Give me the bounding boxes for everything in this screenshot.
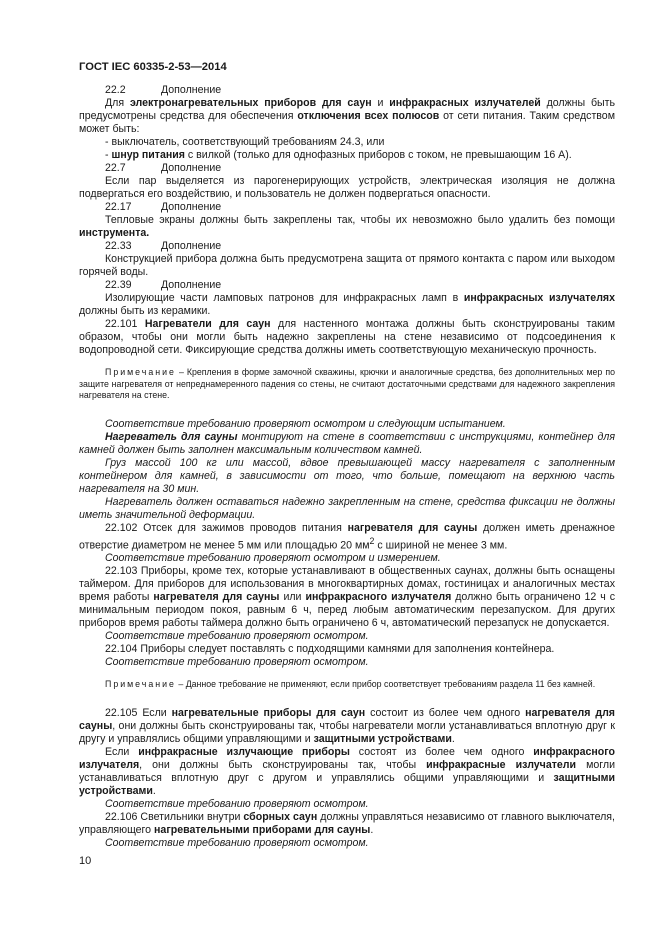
paragraph: Если инфракрасные излучающие приборы состоят из более чем одного инфракрасного излучателя, они должны быть сконструированы так, чтобы инфракрасные излучатели могли устанавливаться вплотную друг с другом и управлялись общими управляющими и защитными устройствами. (79, 745, 615, 797)
section-heading: 22.17 Дополнение (105, 201, 222, 213)
paragraph: Если пар выделяется из парогенерирующих устройств, электрическая изоляция не должна подвергаться его воздействию, и пользователь не должен подвергаться опасности. (79, 175, 615, 200)
section-heading: 22.2 Дополнение (105, 84, 222, 96)
paragraph: Соответствие требованию проверяют осмотром и следующим испытанием. (105, 417, 506, 430)
paragraph: Груз массой 100 кг или массой, вдвое превышающей массу нагревателя с заполненным контейнером для камней, в зависимости от того, что больше, помещают на верхнюю часть нагревателя на 30 мин. (79, 456, 615, 495)
paragraph: Нагреватель для сауны монтируют на стене в соответствии с инструкциями, контейнер для камней должен быть заполнен максимальным количеством камней. (79, 430, 616, 456)
paragraph: Соответствие требованию проверяют осмотром. (105, 656, 369, 669)
note: Примечание – Данное требование не применяют, если прибор соответствует требованиям раздела 11 без камней. (105, 679, 596, 690)
paragraph: Изолирующие части ламповых патронов для инфракрасных ламп в инфракрасных излучателях должны быть из керамики. (79, 292, 615, 317)
paragraph: Для электронагревательных приборов для саун и инфракрасных излучателей должны быть предусмотрены средства для обеспечения отключения всех полюсов от сети питания. Таким средством может быть: (79, 97, 616, 135)
paragraph: Соответствие требованию проверяют осмотром. (105, 836, 369, 849)
paragraph: Конструкцией прибора должна быть предусмотрена защита от прямого контакта с паром или выходом горячей воды. (79, 253, 615, 278)
section-heading: 22.33 Дополнение (105, 240, 222, 252)
paragraph: Нагреватель должен оставаться надежно закрепленным на стене, средства фиксации не должны иметь значительной деформации. (79, 495, 615, 521)
section-heading: 22.7 Дополнение (105, 162, 222, 174)
document-header: ГОСТ IEC 60335-2-53—2014 (79, 61, 227, 73)
paragraph: Соответствие требованию проверяют осмотром. (105, 797, 369, 810)
page-number: 10 (79, 855, 92, 867)
paragraph: 22.101 Нагреватели для саун для настенного монтажа должны быть сконструированы таким образом, чтобы они могли быть надежно закреплены на стене независимо от подсоединения к водопроводной сети. Фиксирующие средства должны иметь соответствующую механическую прочность. (79, 318, 615, 356)
paragraph: Соответствие требованию проверяют осмотром. (105, 630, 369, 643)
note: Примечание – Крепления в форме замочной скважины, крючки и аналогичные средства, без дополнительных мер по защите нагревателя от непреднамеренного падения со стены, не считают достаточными средствами для надежного закрепления нагревателя на стене. (79, 367, 615, 401)
section-heading: 22.39 Дополнение (105, 279, 222, 291)
paragraph: - шнур питания с вилкой (только для однофазных приборов с током, не превышающим 16 А). (105, 149, 572, 161)
paragraph: 22.103 Приборы, кроме тех, которые устанавливают в общественных саунах, должны быть оснащены таймером. Для приборов для использования в многоквартирных домах, гостиницах и аналогичных местах время работы нагревателя для сауны или инфракрасного излучателя должно быть ограничено 12 ч с минимальным периодом покоя, равным 6 ч, перед любым автоматическим перезапуском. Для других приборов время работы таймера должно быть ограничено 6 ч, автоматический перезапуск не допускается. (79, 565, 616, 630)
paragraph: 22.106 Светильники внутри сборных саун должны управляться независимо от главного выключателя, управляющего нагревательными приборами для сауны. (79, 810, 615, 836)
paragraph: - выключатель, соответствующий требованиям 24.3, или (105, 136, 385, 148)
document-body (79, 84, 615, 850)
paragraph: 22.102 Отсек для зажимов проводов питания нагревателя для сауны должен иметь дренажное отверстие диаметром не менее 5 мм или площадью 20 $мм^2$ с шириной не менее 3 мм. (79, 521, 615, 552)
paragraph: 22.104 Приборы следует поставлять с подходящими камнями для заполнения контейнера. (105, 643, 555, 656)
paragraph: Тепловые экраны должны быть закреплены так, чтобы их невозможно было удалить без помощи инструмента. (79, 214, 615, 239)
paragraph: 22.105 Если нагревательные приборы для саун состоит из более чем одного нагревателя для сауны, они должны быть сконструированы так, чтобы нагреватели могли устанавливаться вплотную друг к другу и управлялись общими управляющими и защитными устройствами. (79, 706, 615, 745)
paragraph: Соответствие требованию проверяют осмотром и измерением. (105, 552, 441, 565)
